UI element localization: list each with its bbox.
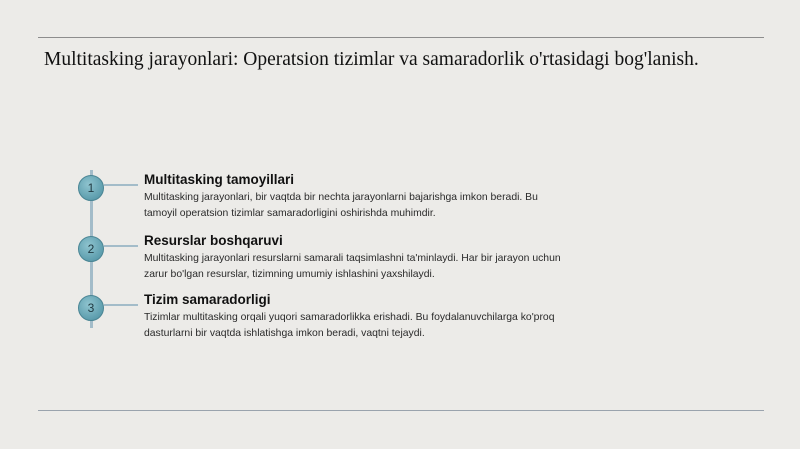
slide-title: Multitasking jarayonlari: Operatsion tizimlar va samaradorlik o'rtasidagi bog'lanish. (44, 49, 699, 70)
step-number-badge: 1 (78, 175, 104, 201)
step-description: Multitasking jarayonlari, bir vaqtda bir nechta jarayonlarni bajarishga imkon beradi. Bu tamoyil operatsion tizimlar samaradorligini oshirishda muhimdir. (144, 192, 538, 219)
step-connector (104, 245, 138, 247)
step-connector (104, 304, 138, 306)
step-heading: Tizim samaradorligi (144, 292, 271, 307)
step-description: Multitasking jarayonlari resurslarni samarali taqsimlashni ta'minlaydi. Har bir jarayon uchun zarur bo'lgan resurslar, tizimning umumiy ishlashini yaxshilaydi. (144, 253, 561, 280)
step-heading: Resurslar boshqaruvi (144, 233, 283, 248)
bottom-divider (38, 410, 764, 411)
step-number-badge: 3 (78, 295, 104, 321)
step-heading: Multitasking tamoyillari (144, 172, 295, 187)
step-description: Tizimlar multitasking orqali yuqori samaradorlikka erishadi. Bu foydalanuvchilarga ko'proq dasturlarni bir vaqtda ishlatishga imkon beradi, vaqtni tejaydi. (144, 312, 555, 339)
top-divider (38, 37, 764, 38)
step-connector (104, 184, 138, 186)
step-number-badge: 2 (78, 236, 104, 262)
